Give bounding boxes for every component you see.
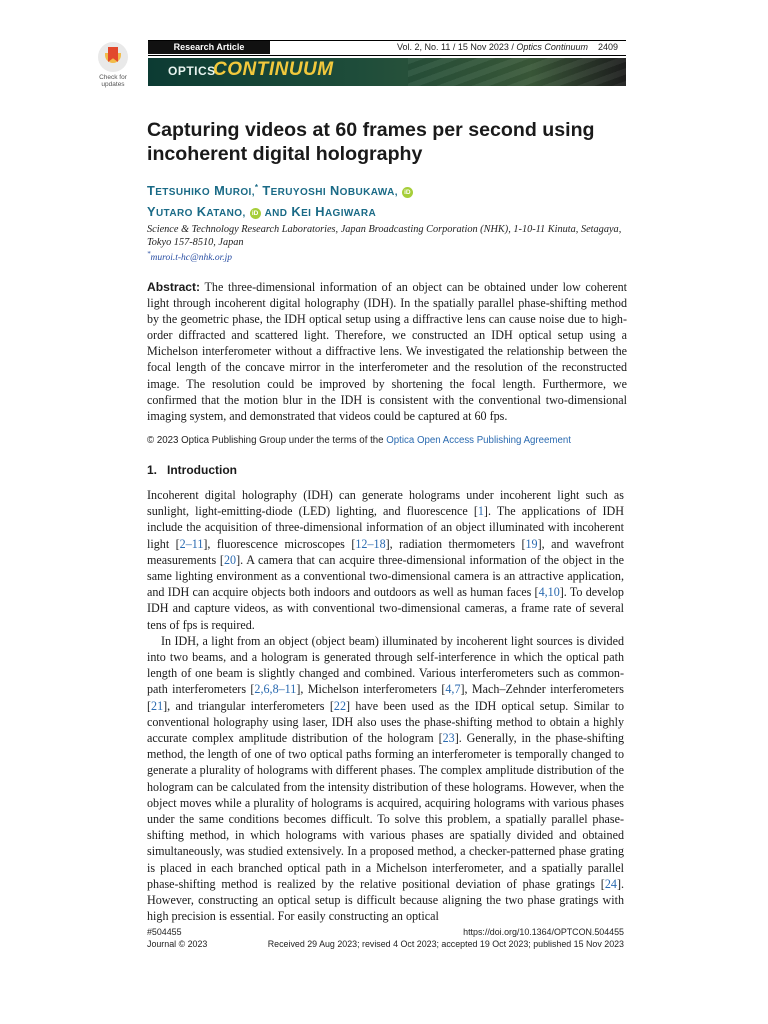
article-title: Capturing videos at 60 frames per second using incoherent digital holography bbox=[147, 119, 595, 165]
citation-link[interactable]: 1 bbox=[477, 504, 484, 519]
abstract-label: Abstract: bbox=[147, 280, 201, 294]
affiliation: Science & Technology Research Laboratories, Japan Broadcasting Corporation (NHK), 1-10-11 Kinuta, Setagaya, Tokyo 157-8510, Japan bbox=[147, 224, 622, 248]
citation-link[interactable]: 2,6,8–11 bbox=[254, 682, 297, 697]
footer-left bbox=[147, 926, 207, 950]
citation-link[interactable]: 21 bbox=[151, 698, 164, 713]
citation-journal: Optics Continuum bbox=[516, 42, 588, 52]
article-type-label: Research Article bbox=[148, 41, 270, 54]
citation-link[interactable]: 4,10 bbox=[538, 585, 560, 600]
journal-copyright: Journal © 2023 bbox=[147, 939, 208, 949]
body-text bbox=[147, 487, 624, 924]
article-id: #504455 bbox=[147, 927, 182, 937]
citation-link[interactable]: 4,7 bbox=[445, 682, 461, 697]
page-number: 2409 bbox=[597, 42, 618, 52]
orcid-icon[interactable]: iD bbox=[250, 208, 261, 219]
section-heading: 1. Introduction bbox=[147, 463, 237, 477]
orcid-icon[interactable]: iD bbox=[402, 187, 413, 198]
citation-line bbox=[300, 41, 618, 54]
abstract bbox=[147, 279, 627, 424]
citation-link[interactable]: 2–11 bbox=[179, 536, 204, 551]
citation-link[interactable]: 19 bbox=[525, 536, 538, 551]
banner-word-continuum: CONTINUUM bbox=[213, 59, 334, 80]
check-for-updates-badge[interactable] bbox=[92, 42, 134, 90]
footer-right bbox=[240, 926, 624, 950]
journal-banner bbox=[148, 58, 626, 86]
copyright-line: © 2023 Optica Publishing Group under the terms of the Optica Open Access Publishing Agreement bbox=[147, 435, 571, 446]
corresponding-author-mark: * bbox=[254, 183, 259, 192]
citation-link[interactable]: 12–18 bbox=[355, 536, 386, 551]
author-muroi[interactable]: TETSUHIKO MUROI, bbox=[147, 183, 255, 199]
citation-link[interactable]: 23 bbox=[442, 731, 455, 746]
bookmark-icon bbox=[98, 42, 128, 72]
badge-line-2: updates bbox=[101, 81, 125, 88]
citation-link[interactable]: 24 bbox=[604, 876, 617, 891]
author-list bbox=[147, 178, 627, 223]
citation-volume: Vol. 2, No. 11 / 15 Nov 2023 / bbox=[397, 42, 517, 52]
corresponding-email[interactable]: *muroi.t-hc@nhk.or.jp bbox=[147, 250, 232, 264]
paragraph-1: Incoherent digital holography (IDH) can generate holograms under incoherent light such as sunlight, light-emitting-diode (LED) lighting, and fluorescence [1]. The applications of IDH include the acquisition of three-dimensional information of an object illuminated with incoherent light [2–11], fluorescence microscopes [12–18], radiation thermometers [19], and wavefront measurements [20]. A camera that can acquire three-dimensional information of the object in the same lighting environment as a conventional two-dimensional camera is an attractive application, and IDH can acquire objects both indoors and outdoors as well as human faces [4,10]. To develop IDH and capture videos, as with conventional two-dimensional cameras, a frame rate of several tens of fps is required. bbox=[147, 488, 625, 632]
author-nobukawa[interactable]: TERUYOSHI NOBUKAWA, bbox=[262, 183, 398, 199]
publication-dates: Received 29 Aug 2023; revised 4 Oct 2023; accepted 19 Oct 2023; published 15 Nov 2023 bbox=[267, 939, 624, 949]
abstract-text: The three-dimensional information of an object can be obtained under low coherent light through incoherent digital holography (IDH). In the spatially parallel phase-shifting method by the geometric phase, the IDH optical setup using a diffractive lens can cause noise due to high-order diffracted and scattered light. Therefore, we constructed an IDH optical setup using a Michelson interferometer without a diffractive lens. We investigated the relationship between the focal length of the concave mirror in the interferometer and the resolution of the reconstructed image. The resolution could be improved by shortening the focal length. Furthermore, we confirmed that the motion blur in the IDH is consistent with the conventional two-dimensional imaging system, and demonstrated that videos could be captured at 60 fps. bbox=[147, 280, 627, 423]
author-katano[interactable]: YUTARO KATANO, bbox=[147, 204, 246, 220]
badge-label bbox=[92, 74, 134, 88]
doi-link[interactable]: https://doi.org/10.1364/OPTCON.504455 bbox=[463, 927, 624, 937]
author-and: AND bbox=[264, 208, 288, 220]
citation-link[interactable]: 20 bbox=[223, 552, 237, 567]
license-link[interactable]: Optica Open Access Publishing Agreement bbox=[386, 435, 571, 446]
author-hagiwara[interactable]: KEI HAGIWARA bbox=[291, 204, 377, 220]
badge-line-1: Check for bbox=[99, 74, 127, 81]
banner-word-optics: OPTICS bbox=[168, 64, 216, 78]
banner-pattern bbox=[408, 58, 626, 86]
citation-link[interactable]: 22 bbox=[333, 698, 346, 713]
paragraph-2: In IDH, a light from an object (object beam) illuminated by incoherent light sources is divided into two beams, and a hologram is generated through self-interference in which the optical path length of one beam is slightly changed and combined. Various interferometers such as common-path interferometers [2,6,8–11], Michelson interferometers [4,7], Mach–Zehnder interferometers [21], and triangular interferometers [22] have been used as the IDH optical setup. Similar to conventional holography using laser, IDH also uses the phase-shifting method to obtain a highly accurate complex amplitude distribution of the hologram [23]. Generally, in the phase-shifting method, the length of one of two optical paths forming an interferometer is temporally changed to generate a plurality of holograms with different phases. The complex amplitude distribution of the hologram can be calculated from the intensity distribution of these holograms. However, when the object moves while a plurality of holograms is acquired, acquiring holograms with various phases under the same conditions becomes difficult. To solve this problem, a spatially parallel phase-shifting method, in which holograms with various phases are spatially divided and obtained simultaneously, was studied extensively. In a proposed method, a checker-patterned phase grating is placed in each branched optical path in a Michelson interferometer, and a spatially parallel phase-shifting method is realized by the relative positional deviation of phase gratings [24]. However, constructing an optical setup is difficult because aligning the two phase gratings with high precision is essential. For easily constructing an optical bbox=[147, 633, 625, 924]
